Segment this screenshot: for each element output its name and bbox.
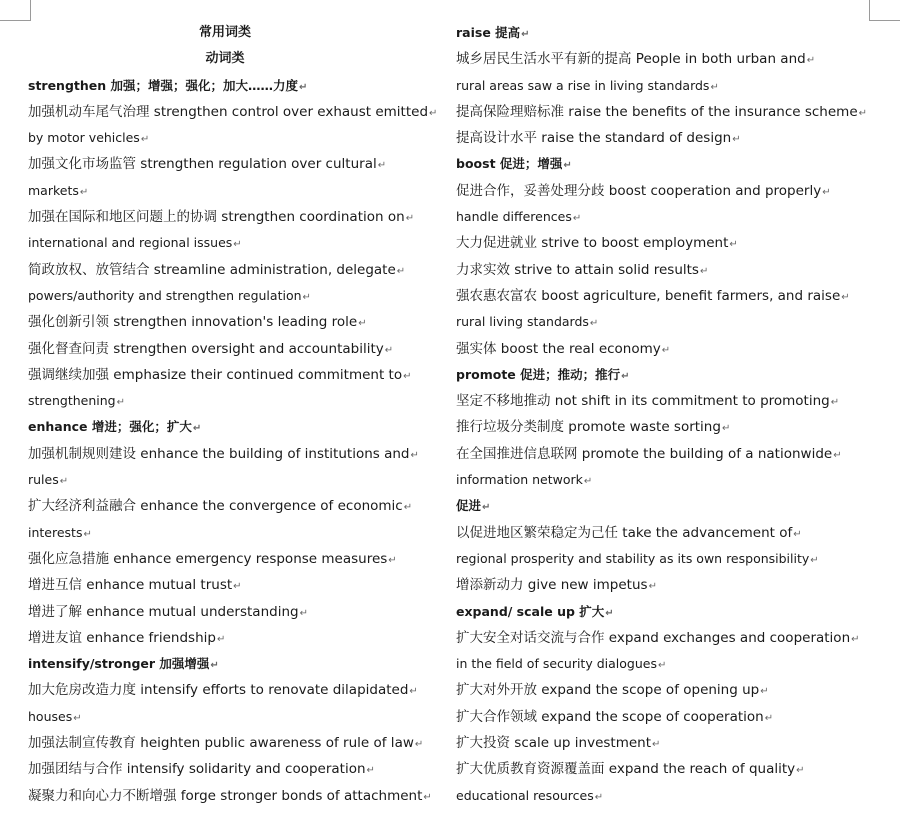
line-text: 强化创新引领 strengthen innovation's leading role [28,314,358,331]
left-text-line [28,572,422,598]
right-text-line [456,46,850,72]
paragraph-mark-icon: ↵ [384,344,394,356]
line-text: 推行垃圾分类制度 promote waste sorting [456,419,721,436]
paragraph-mark-icon: ↵ [589,318,599,330]
paragraph-mark-icon: ↵ [233,581,242,593]
line-text: 增进互信 enhance mutual trust [28,577,233,594]
paragraph-mark-icon: ↵ [482,502,491,514]
paragraph-mark-icon: ↵ [657,660,667,672]
left-text-line [28,178,422,204]
line-text: 提高设计水平 raise the standard of design [456,130,732,147]
paragraph-mark-icon: ↵ [822,186,831,198]
line-text: 强化应急措施 enhance emergency response measures [28,550,388,567]
line-text: promote 促进；推动；推行 [456,366,621,382]
line-text: 加大危房改造力度 intensify efforts to renovate dilapidated [28,682,409,699]
line-text: 加强机制规则建设 enhance the building of institutions and [28,445,410,462]
line-text: rural living standards [456,314,589,330]
paragraph-mark-icon: ↵ [302,291,311,303]
right-text-line [456,309,850,335]
paragraph-mark-icon: ↵ [793,528,802,540]
right-text-line [456,178,850,204]
right-text-line [456,625,860,651]
left-text-line [28,99,438,125]
line-text: 扩大投资 scale up investment [456,735,652,752]
paragraph-mark-icon: ↵ [299,81,308,93]
right-text-line [456,414,850,440]
left-text-line [28,441,422,467]
right-text-line [456,388,850,414]
left-text-line [28,204,422,230]
paragraph-mark-icon: ↵ [699,265,709,277]
left-text-line [28,546,422,572]
line-text: 增进了解 enhance mutual understanding [28,603,299,620]
line-text: 强调继续加强 emphasize their continued commitment to [28,366,403,383]
paragraph-mark-icon: ↵ [233,239,242,251]
line-text: in the field of security dialogues [456,656,657,672]
paragraph-mark-icon: ↵ [403,502,413,514]
paragraph-mark-icon: ↵ [833,449,842,461]
paragraph-mark-icon: ↵ [358,318,367,330]
line-text: 力求实效 strive to attain solid results [456,261,699,278]
left-text-line [28,783,432,809]
line-text: 以促进地区繁荣稳定为己任 take the advancement of [456,524,793,541]
line-text: 增添新动力 give new impetus [456,577,648,594]
line-text: powers/authority and strengthen regulation [28,287,302,303]
left-heading [28,46,422,72]
paragraph-mark-icon: ↵ [366,765,375,777]
paragraph-mark-icon: ↵ [563,160,572,172]
line-text: expand/ scale up 扩大 [456,603,605,619]
right-heading [456,151,850,177]
line-text: strengthen 加强；增强；强化；加大……力度 [28,77,299,93]
line-text: enhance 增进；强化；扩大 [28,419,192,435]
line-text: 强化督查问责 strengthen oversight and accountability [28,340,384,357]
paragraph-mark-icon: ↵ [79,186,89,198]
line-text: 在全国推进信息联网 promote the building of a nationwide [456,445,833,462]
right-text-line [456,73,850,99]
line-text: educational resources [456,787,594,803]
right-text-line [456,257,850,283]
paragraph-mark-icon: ↵ [841,291,850,303]
left-heading [28,20,422,46]
left-heading [28,73,422,99]
paragraph-mark-icon: ↵ [661,344,671,356]
line-text: by motor vehicles [28,130,140,146]
paragraph-mark-icon: ↵ [583,476,593,488]
left-column [28,20,438,809]
paragraph-mark-icon: ↵ [429,107,438,119]
line-text: interests [28,524,83,540]
paragraph-mark-icon: ↵ [83,528,92,540]
line-text: 城乡居民生活水平有新的提高 People in both urban and [456,51,806,68]
left-text-line [28,230,422,256]
line-text: 扩大经济利益融合 enhance the convergence of economic [28,498,403,515]
line-text: rural areas saw a rise in living standards [456,77,710,93]
paragraph-mark-icon: ↵ [405,213,415,225]
paragraph-mark-icon: ↵ [116,397,125,409]
line-text: 促进合作，妥善处理分歧 boost cooperation and properly [456,182,822,199]
paragraph-mark-icon: ↵ [396,265,406,277]
line-text: 动词类 [205,51,245,67]
paragraph-mark-icon: ↵ [299,607,308,619]
paragraph-mark-icon: ↵ [59,476,69,488]
paragraph-mark-icon: ↵ [521,29,530,40]
line-text: 扩大合作领域 expand the scope of cooperation [456,708,764,725]
left-heading [28,651,422,677]
left-text-line [28,677,422,703]
line-text: 增进友谊 enhance friendship [28,629,216,646]
paragraph-mark-icon: ↵ [594,791,604,803]
paragraph-mark-icon: ↵ [764,712,774,724]
paragraph-mark-icon: ↵ [830,397,840,409]
right-text-line [456,467,850,493]
right-text-line [456,230,850,256]
right-text-line [456,520,850,546]
right-text-line [456,651,850,677]
paragraph-mark-icon: ↵ [403,370,412,382]
line-text: 扩大对外开放 expand the scope of opening up [456,682,760,699]
paragraph-mark-icon: ↵ [210,660,219,672]
paragraph-mark-icon: ↵ [572,213,582,225]
line-text: 加强在国际和地区问题上的协调 strengthen coordination on [28,209,405,226]
left-text-line [28,388,422,414]
right-text-line [456,283,850,309]
right-text-line [456,677,850,703]
paragraph-mark-icon: ↵ [729,239,738,251]
paragraph-mark-icon: ↵ [377,160,387,172]
right-text-line [456,125,850,151]
right-heading [456,20,850,46]
left-text-line [28,493,422,519]
line-text: 大力促进就业 strive to boost employment [456,235,729,252]
right-text-line [456,546,850,572]
paragraph-mark-icon: ↵ [648,581,657,593]
line-text: raise 提高 [456,25,521,40]
line-text: 加强文化市场监管 strengthen regulation over cultural [28,156,377,173]
left-text-line [28,125,422,151]
line-text: 强实体 boost the real economy [456,340,661,357]
right-text-line [456,441,850,467]
left-text-line [28,520,422,546]
paragraph-mark-icon: ↵ [851,633,860,645]
line-text: 强农惠农富农 boost agriculture, benefit farmers, and raise [456,287,841,304]
right-heading [456,493,850,519]
paragraph-mark-icon: ↵ [652,739,661,751]
line-text: handle differences [456,209,572,225]
line-text: rules [28,472,59,488]
line-text: 加强团结与合作 intensify solidarity and cooperation [28,761,366,778]
line-text: strengthening [28,393,116,409]
line-text: 提高保险理赔标准 raise the benefits of the insurance scheme [456,103,858,120]
paragraph-mark-icon: ↵ [621,370,630,382]
line-text: international and regional issues [28,235,233,251]
line-text: houses [28,708,73,724]
paragraph-mark-icon: ↵ [710,81,719,93]
right-text-line [456,783,850,809]
left-text-line [28,599,422,625]
right-heading [456,599,850,625]
line-text: 凝聚力和向心力不断增强 forge stronger bonds of attachment [28,787,423,804]
paragraph-mark-icon: ↵ [810,554,819,566]
right-text-line [456,204,850,230]
right-text-line [456,99,868,125]
paragraph-mark-icon: ↵ [216,633,226,645]
line-text: 简政放权、放管结合 streamline administration, delegate [28,261,396,278]
right-text-line [456,704,850,730]
left-text-line [28,362,422,388]
left-heading [28,414,422,440]
paragraph-mark-icon: ↵ [796,765,805,777]
line-text: 加强法制宣传教育 heighten public awareness of rule of law [28,735,414,752]
line-text: 坚定不移地推动 not shift in its commitment to promoting [456,393,830,410]
left-text-line [28,257,422,283]
paragraph-mark-icon: ↵ [858,107,868,119]
line-text: 促进 [456,498,482,514]
left-text-line [28,730,422,756]
left-text-line [28,704,422,730]
right-text-line [456,730,850,756]
line-text: boost 促进；增强 [456,156,563,172]
line-text: markets [28,182,79,198]
page-corner-mark-right [869,0,900,21]
line-text: regional prosperity and stability as its own responsibility [456,550,810,566]
line-text: 扩大优质教育资源覆盖面 expand the reach of quality [456,761,796,778]
left-text-line [28,467,422,493]
paragraph-mark-icon: ↵ [423,791,432,803]
page-corner-mark-left [0,0,31,21]
paragraph-mark-icon: ↵ [414,739,424,751]
left-text-line [28,336,422,362]
left-text-line [28,625,422,651]
right-text-line [456,572,850,598]
paragraph-mark-icon: ↵ [73,712,82,724]
right-heading [456,362,850,388]
right-column [456,20,868,809]
line-text: information network [456,472,583,488]
paragraph-mark-icon: ↵ [605,607,614,619]
paragraph-mark-icon: ↵ [760,686,769,698]
left-text-line [28,283,422,309]
right-text-line [456,336,850,362]
paragraph-mark-icon: ↵ [721,423,731,435]
paragraph-mark-icon: ↵ [410,449,419,461]
right-text-line [456,756,850,782]
paragraph-mark-icon: ↵ [140,134,150,146]
paragraph-mark-icon: ↵ [388,554,397,566]
line-text: 加强机动车尾气治理 strengthen control over exhaust emitted [28,103,429,120]
paragraph-mark-icon: ↵ [409,686,418,698]
line-text: 常用词类 [198,25,251,40]
left-text-line [28,309,422,335]
left-text-line [28,756,422,782]
paragraph-mark-icon: ↵ [192,423,202,435]
paragraph-mark-icon: ↵ [806,55,816,67]
paragraph-mark-icon: ↵ [732,134,741,146]
line-text: 扩大安全对话交流与合作 expand exchanges and cooperation [456,629,851,646]
left-text-line [28,151,422,177]
line-text: intensify/stronger 加强增强 [28,656,210,672]
